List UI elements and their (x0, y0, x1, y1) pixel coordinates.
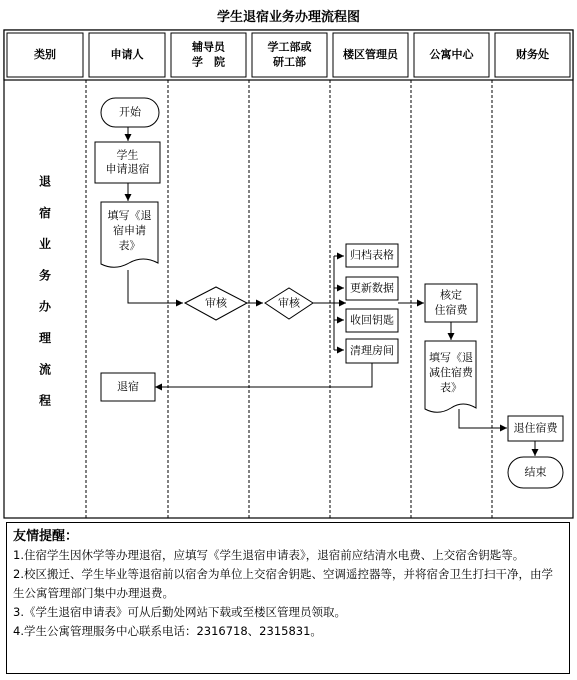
arrow-form-review1 (128, 270, 183, 303)
keys-label: 收回钥匙 (350, 313, 394, 327)
chart-frame (4, 30, 573, 518)
header-building-manager: 楼区管理员 (343, 48, 398, 61)
notes-box (6, 522, 570, 674)
category-char: 理 (38, 331, 52, 345)
header-apartment-center: 公寓中心 (429, 48, 474, 61)
checkout-label: 退宿 (117, 380, 139, 393)
verify-fee-label: 核定住宿费 (434, 288, 468, 317)
note-item-2: 2.校区搬迁、学生毕业等退宿前以宿舍为单位上交宿舍钥匙、空调遥控器等，并将宿舍卫生打扫干净，由学生公寓管理部门集中办理退费。 (13, 567, 553, 600)
category-char: 流 (38, 362, 52, 377)
update-label: 更新数据 (350, 281, 394, 295)
category-char: 退 (38, 174, 52, 189)
header-cells (7, 33, 570, 77)
header-applicant: 申请人 (110, 48, 144, 61)
apply-label: 学生申请退宿 (105, 148, 150, 176)
notes-title: 友情提醒： (13, 529, 79, 544)
note-item-1: 1.住宿学生因休学等办理退宿，应填写《学生退宿申请表》，退宿前应结清水电费、上交宿舍钥匙等。 (13, 548, 525, 562)
category-char: 宿 (38, 205, 52, 220)
header-category: 类别 (34, 48, 56, 61)
arrow-clean-checkout (155, 363, 372, 387)
fill-refund-label: 填写《退减住宿费表》 (429, 351, 473, 394)
category-char: 业 (38, 237, 52, 252)
category-char: 程 (38, 393, 52, 408)
clean-label: 清理房间 (350, 344, 394, 357)
start-label: 开始 (119, 105, 141, 119)
note-item-3: 3.《学生退宿申请表》可从后勤处网站下载或至楼区管理员领取。 (13, 605, 346, 619)
category-label (39, 175, 52, 408)
category-char: 办 (38, 299, 52, 314)
category-char: 务 (38, 268, 52, 283)
end-label: 结束 (524, 465, 547, 479)
note-item-4: 4.学生公寓管理服务中心联系电话：2316718、2315831。 (13, 624, 322, 638)
review1-label: 审核 (205, 296, 227, 310)
diagram-title: 学生退宿业务办理流程图 (216, 10, 360, 25)
shapes (95, 98, 563, 488)
archive-label: 归档表格 (350, 248, 394, 262)
header-finance: 财务处 (516, 48, 549, 61)
refund-label: 退住宿费 (513, 421, 558, 435)
review2-label: 审核 (278, 296, 300, 310)
header-student-affairs: 学工部或研工部 (267, 40, 312, 69)
header-counselor-college: 辅导员学 院 (192, 40, 225, 69)
arrow-fill-refund (459, 409, 507, 428)
fill-form-label: 填写《退宿申请表》 (107, 209, 152, 252)
